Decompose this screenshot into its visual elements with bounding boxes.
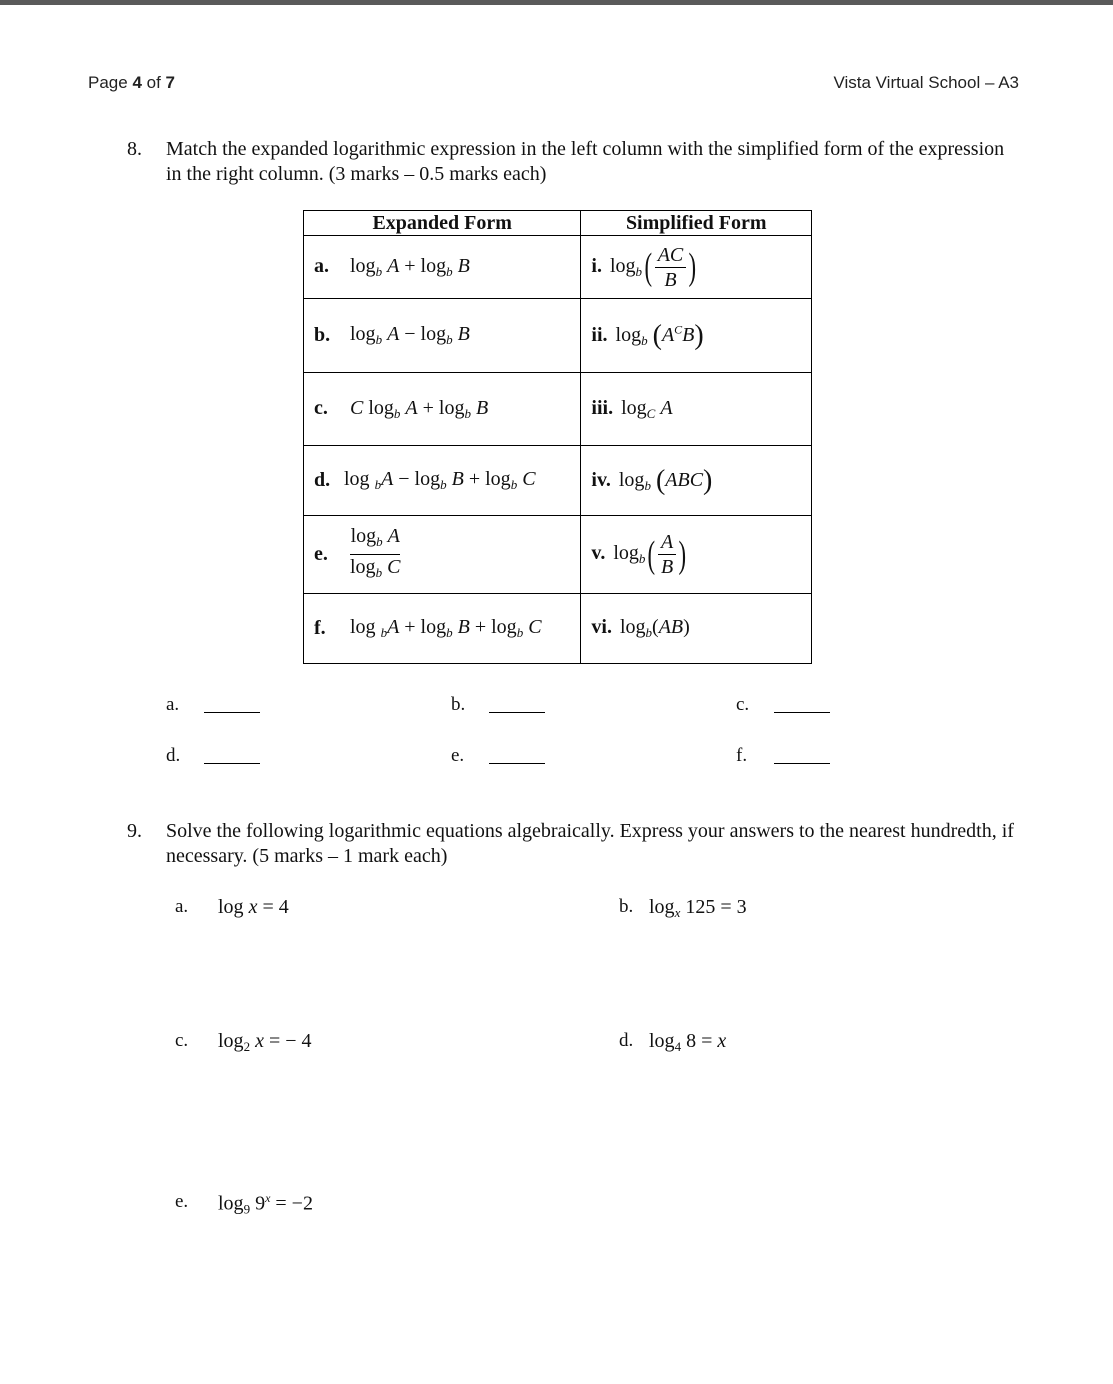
- simplified-expression: $\log_b (A^CB)$: [615, 319, 704, 351]
- simplified-expression: $\log_b$( $\frac{AC}{B}$ ): [609, 243, 697, 291]
- table-row: [304, 594, 812, 664]
- row-label: i.: [591, 254, 602, 277]
- simplified-expression: $\log_b(AB)$: [619, 616, 690, 640]
- row-label: vi.: [591, 616, 612, 638]
- equation: log x = 4: [218, 896, 289, 918]
- row-label: a.: [314, 255, 329, 278]
- row-label: d.: [314, 468, 331, 491]
- simplified-expression: $\log_b (ABC)$: [618, 464, 713, 496]
- expanded-expression: $\log_b A - \log_b B$: [350, 323, 470, 347]
- row-label: f.: [314, 616, 326, 639]
- table-row: [304, 373, 812, 446]
- school-name: Vista Virtual School – A3: [833, 73, 1019, 92]
- question-number: 8.: [127, 138, 142, 160]
- row-label: ii.: [591, 323, 608, 346]
- expanded-expression: $\log_b A + \log_b B$: [350, 254, 470, 279]
- answer-line[interactable]: [774, 763, 830, 764]
- expanded-expression: $\log _bA - \log_b B + \log_b C$: [344, 468, 536, 492]
- simplified-form-header: Simplified Form: [581, 211, 812, 236]
- equation: $\log_9 9^x = -2$: [218, 1191, 313, 1217]
- expanded-expression: $\frac{\log_b A}{\log_b C}$: [350, 525, 401, 580]
- equation: $\log_x 125 = 3$: [649, 896, 747, 920]
- table-row: [304, 516, 812, 594]
- equation: $\log_2 x$ = − 4: [218, 1030, 312, 1054]
- simplified-expression: $\log_b$( $\frac{A}{B}$ ): [613, 531, 687, 578]
- page-indicator: Page 4 of 7: [88, 73, 175, 92]
- question-text: Match the expanded logarithmic expression in the left column with the simplified form of the expression in the right column. (3 marks – 0.5 marks each): [166, 138, 1005, 185]
- simplified-expression: $\log_C A$: [621, 396, 673, 421]
- table-header-row: [304, 211, 812, 236]
- row-label: e.: [314, 543, 328, 565]
- expanded-form-header: Expanded Form: [304, 211, 581, 236]
- row-label: v.: [591, 542, 606, 565]
- answer-line[interactable]: [204, 763, 260, 764]
- row-label: iv.: [591, 468, 611, 491]
- question-text: Solve the following logarithmic equations algebraically. Express your answers to the nearest hundredth, if necessary. (5 marks – 1 mark each): [166, 820, 1014, 867]
- table-row: [304, 299, 812, 373]
- answer-line[interactable]: [204, 712, 260, 713]
- row-label: iii.: [591, 396, 614, 419]
- expanded-expression: C $\log_b A + \log_b B$: [350, 396, 489, 421]
- row-label: b.: [314, 323, 331, 346]
- top-border: [0, 0, 1113, 5]
- answer-line[interactable]: [489, 712, 545, 713]
- equation: $\log_4 8 = x$: [649, 1030, 727, 1054]
- table-row: [304, 446, 812, 516]
- answer-line[interactable]: [489, 763, 545, 764]
- table-row: [304, 236, 812, 299]
- matching-table: [303, 210, 812, 664]
- question-number: 9.: [127, 820, 142, 842]
- expanded-expression: $\log _bA + \log_b B + \log_b C$: [350, 616, 542, 640]
- answer-line[interactable]: [774, 712, 830, 713]
- row-label: c.: [314, 397, 328, 420]
